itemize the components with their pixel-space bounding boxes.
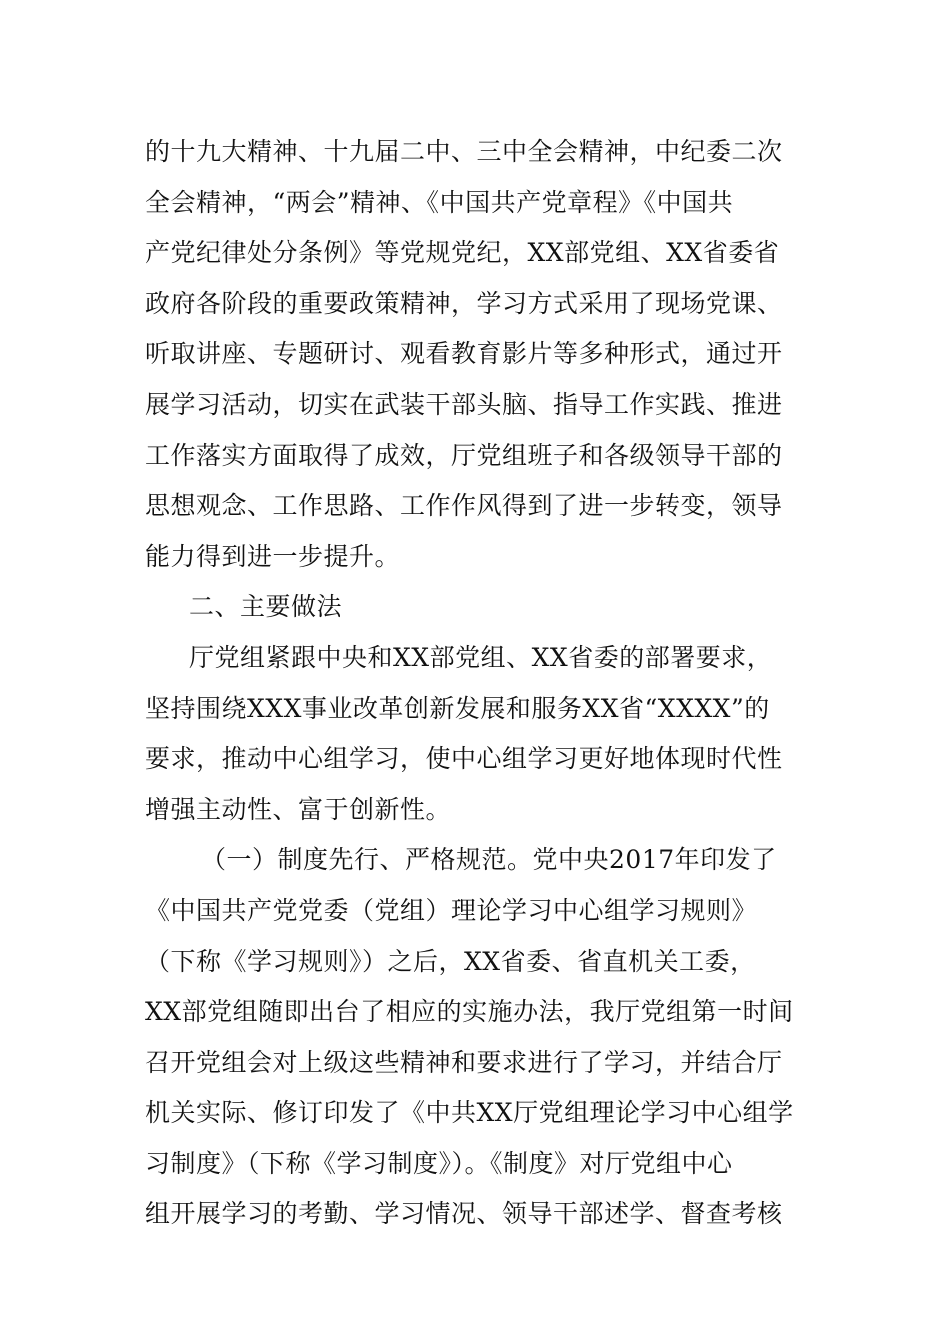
text-line: 听取讲座、专题研讨、观看教育影片等多种形式，通过开 xyxy=(145,339,783,369)
text-line: 坚持围绕XXX事业改革创新发展和服务XX省“XXXX”的 xyxy=(145,693,770,723)
text-line: 组开展学习的考勤、学习情况、领导干部述学、督查考核 xyxy=(145,1199,783,1229)
section-heading: 二、主要做法 xyxy=(189,592,343,622)
text-line: 增强主动性、富于创新性。 xyxy=(145,794,452,824)
text-line: 全会精神，“两会”精神、《中国共产党章程》《中国共 xyxy=(145,187,734,217)
text-line: 产党纪律处分条例》等党规党纪，XX部党组、XX省委省 xyxy=(145,238,780,268)
subsection-heading: （一）制度先行、严格规范。党中央2017年印发了 xyxy=(201,845,777,875)
body-text xyxy=(145,127,810,1240)
text-line: 召开党组会对上级这些精神和要求进行了学习，并结合厅 xyxy=(145,1047,783,1077)
text-line: 工作落实方面取得了成效，厅党组班子和各级领导干部的 xyxy=(145,440,783,470)
text-line: 《中国共产党党委（党组）理论学习中心组学习规则》 xyxy=(145,895,758,925)
text-line: 要求，推动中心组学习，使中心组学习更好地体现时代性 xyxy=(145,744,783,774)
text-line: （下称《学习规则》）之后，XX省委、省直机关工委， xyxy=(145,946,756,976)
text-line: XX部党组随即出台了相应的实施办法，我厅党组第一时间 xyxy=(145,997,794,1027)
text-line: 能力得到进一步提升。 xyxy=(145,541,401,571)
text-line: 厅党组紧跟中央和XX部党组、XX省委的部署要求， xyxy=(189,642,773,672)
text-line: 机关实际、修订印发了《中共XX厅党组理论学习中心组学 xyxy=(145,1098,794,1128)
text-line: 政府各阶段的重要政策精神，学习方式采用了现场党课、 xyxy=(145,288,783,318)
text-line: 思想观念、工作思路、工作作风得到了进一步转变，领导 xyxy=(145,491,783,521)
text-line: 展学习活动，切实在武装干部头脑、指导工作实践、推进 xyxy=(145,389,783,419)
text-line: 的十九大精神、十九届二中、三中全会精神，中纪委二次 xyxy=(145,137,783,166)
text-line: 习制度》（下称《学习制度》）。《制度》对厅党组中心 xyxy=(145,1148,733,1178)
